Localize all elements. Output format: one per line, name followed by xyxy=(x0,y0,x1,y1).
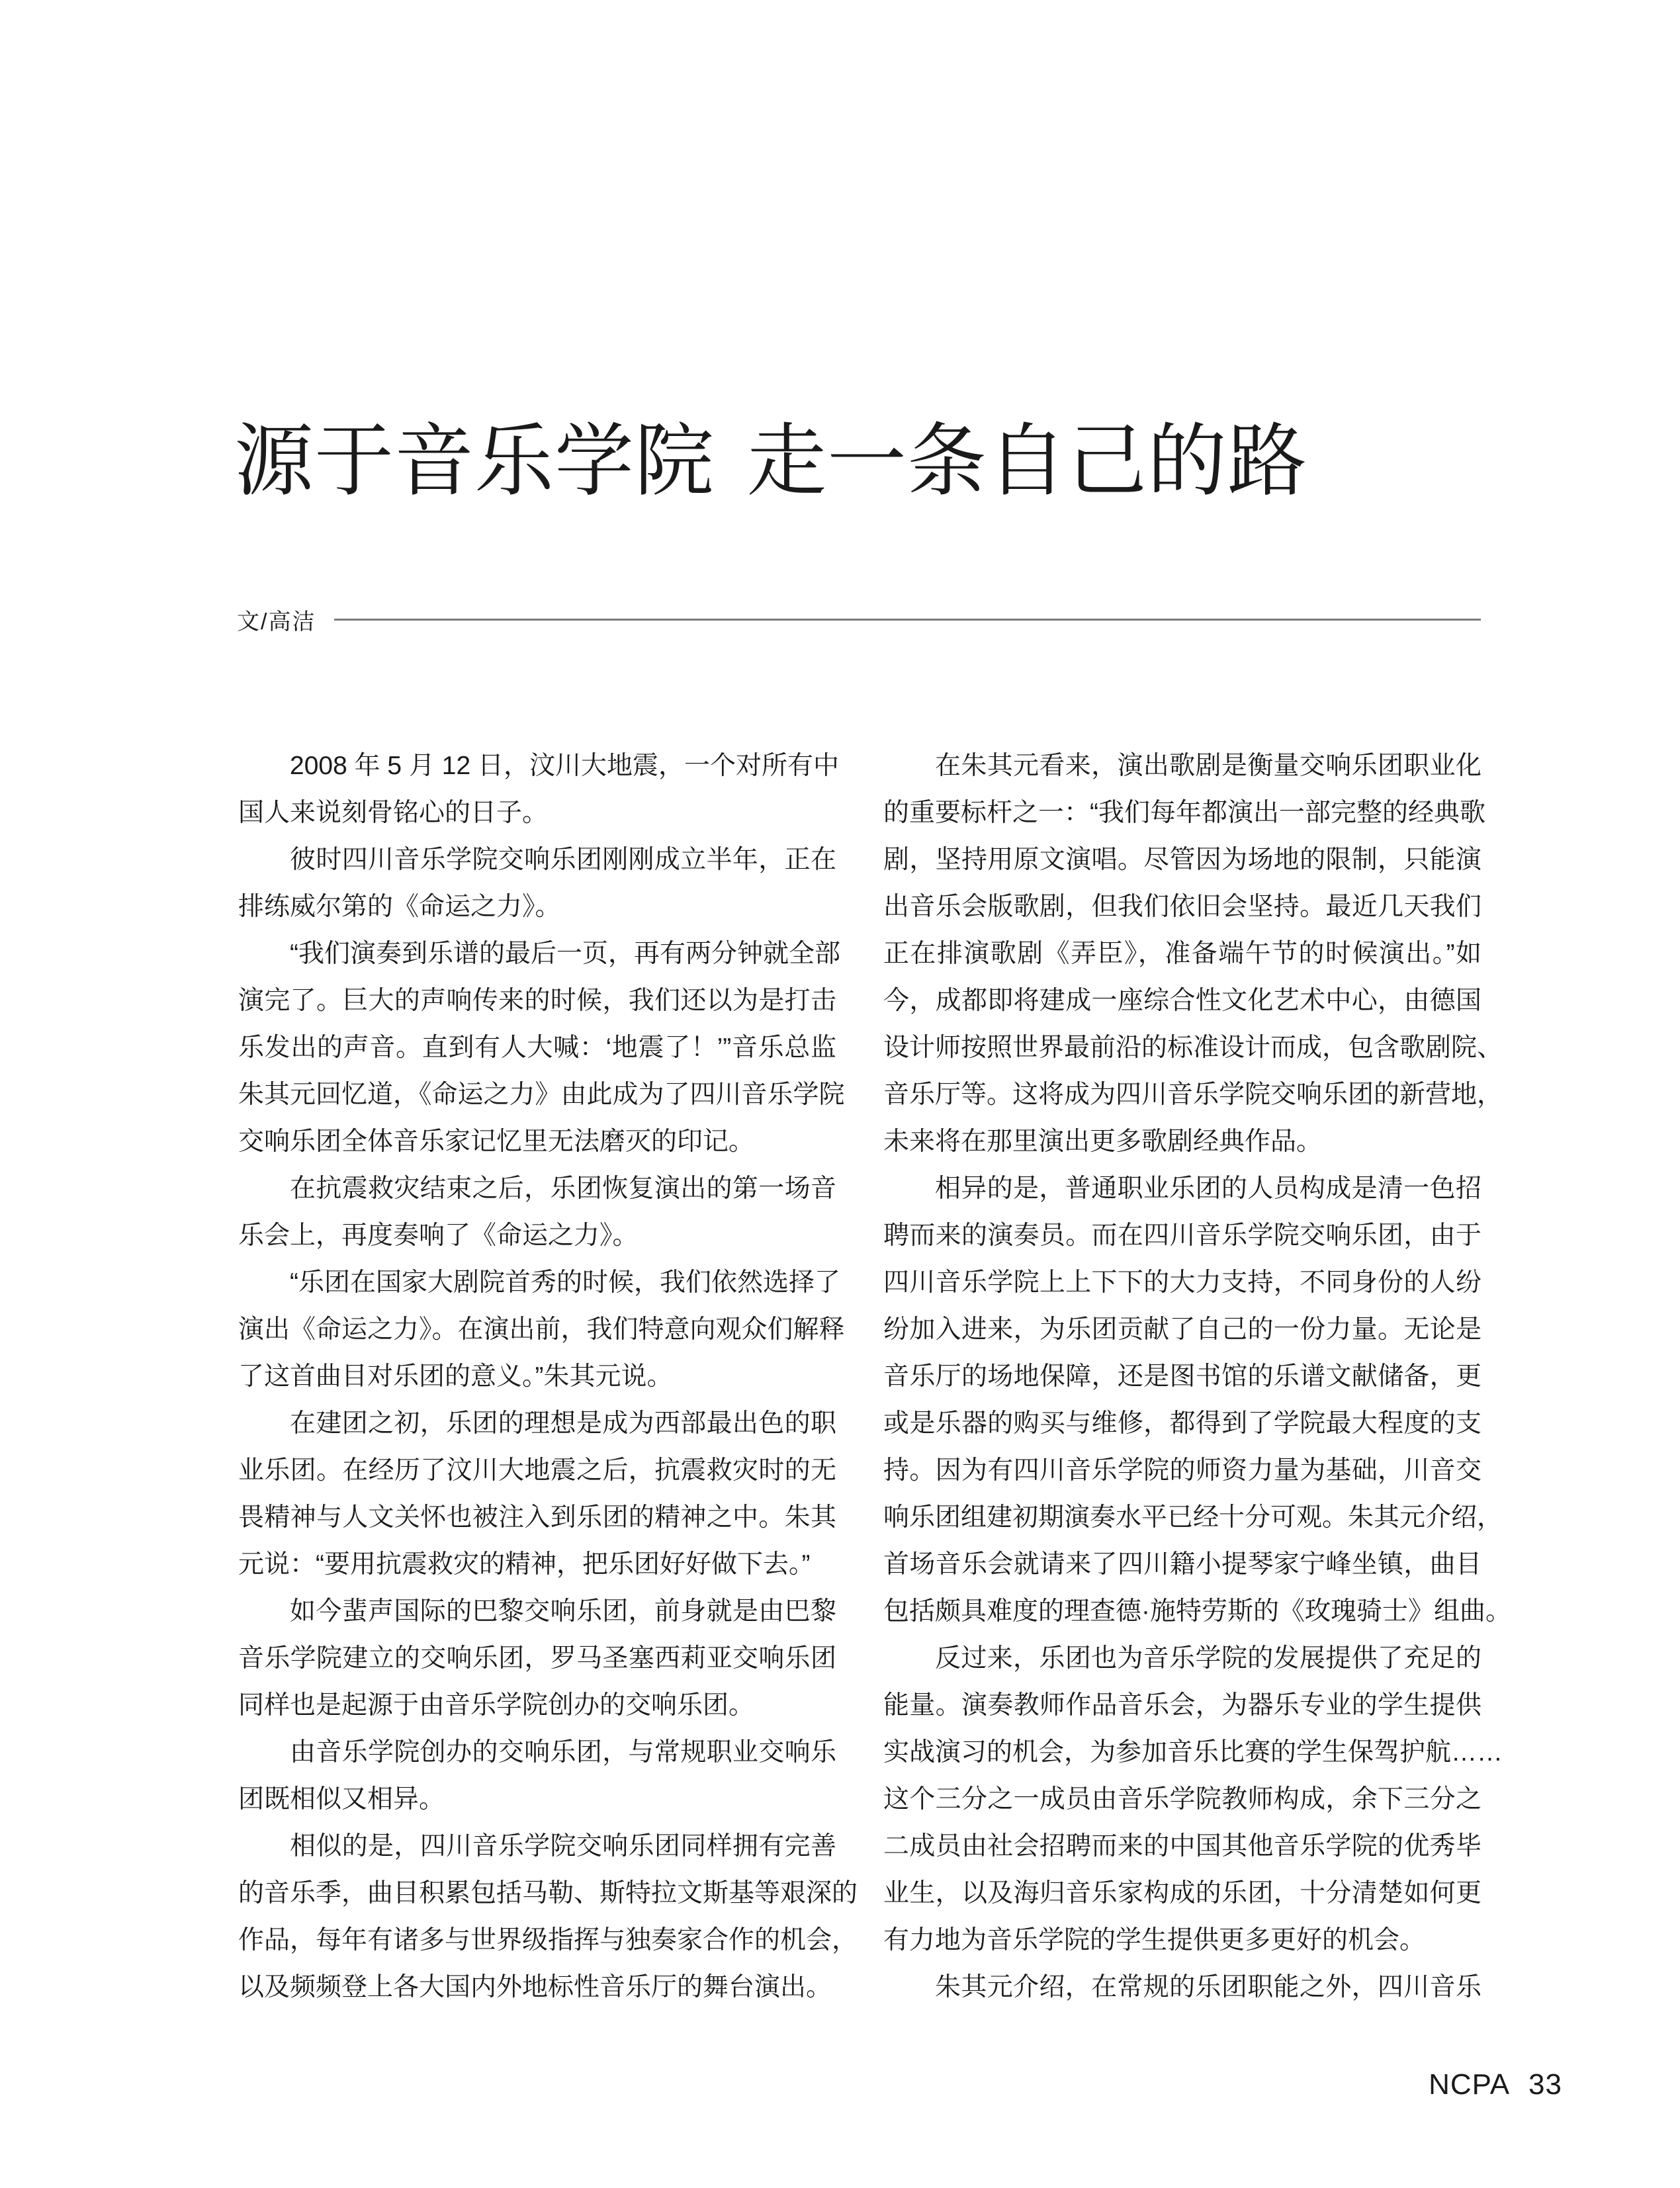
page-footer xyxy=(1429,2068,1562,2101)
text-line: 畏精神与人文关怀也被注入到乐团的精神之中。朱其 xyxy=(238,1503,836,1532)
article-column-left xyxy=(238,742,858,2011)
text-line: 在朱其元看来，演出歌剧是衡量交响乐团职业化 xyxy=(935,752,1481,780)
text-line: 元说：“要用抗震救灾的精神，把乐团好好做下去。” xyxy=(238,1550,811,1579)
text-line: 音乐厅的场地保障，还是图书馆的乐谱文献储备，更 xyxy=(883,1362,1481,1391)
byline-rule xyxy=(334,619,1481,621)
text-line: “我们演奏到乐谱的最后一页，再有两分钟就全部 xyxy=(290,940,840,968)
text-line: 演出《命运之力》。在演出前，我们特意向观众们解释 xyxy=(238,1315,845,1344)
text-line: 朱其元回忆道，《命运之力》由此成为了四川音乐学院 xyxy=(238,1080,845,1109)
text-line: 国人来说刻骨铭心的日子。 xyxy=(238,799,549,827)
article-title: 源于音乐学院 走一条自己的路 xyxy=(234,417,1307,505)
text-line: 能量。演奏教师作品音乐会，为器乐专业的学生提供 xyxy=(883,1691,1481,1720)
text-line: 在建团之初，乐团的理想是成为西部最出色的职 xyxy=(290,1409,836,1438)
text-line: 团既相似又相异。 xyxy=(238,1785,445,1814)
text-line: 出音乐会版歌剧，但我们依旧会坚持。最近几天我们 xyxy=(883,893,1481,921)
text-line: 持。因为有四川音乐学院的师资力量为基础，川音交 xyxy=(883,1456,1481,1485)
byline: 文/高洁 xyxy=(237,609,316,635)
text-line: 以及频频登上各大国内外地标性音乐厅的舞台演出。 xyxy=(238,1973,832,2001)
text-line: 了这首曲目对乐团的意义。”朱其元说。 xyxy=(238,1362,673,1391)
text-line: 2008 年 5 月 12 日，汶川大地震，一个对所有中 xyxy=(290,752,840,780)
text-line: 正在排演歌剧《弄臣》，准备端午节的时候演出。”如 xyxy=(883,940,1481,968)
text-line: 相异的是，普通职业乐团的人员构成是清一色招 xyxy=(935,1174,1481,1203)
text-line: 乐会上，再度奏响了《命运之力》。 xyxy=(238,1221,639,1250)
text-line: 音乐厅等。这将成为四川音乐学院交响乐团的新营地， xyxy=(883,1080,1503,1109)
text-line: 如今蜚声国际的巴黎交响乐团，前身就是由巴黎 xyxy=(290,1597,836,1626)
byline-row xyxy=(237,603,1481,636)
text-line: 反过来，乐团也为音乐学院的发展提供了充足的 xyxy=(935,1644,1481,1673)
text-line: 纷加入进来，为乐团贡献了自己的一份力量。无论是 xyxy=(883,1315,1481,1344)
text-line: 相似的是，四川音乐学院交响乐团同样拥有完善 xyxy=(290,1832,836,1860)
text-line: 交响乐团全体音乐家记忆里无法磨灭的印记。 xyxy=(238,1127,755,1156)
text-line: 演完了。巨大的声响传来的时候，我们还以为是打击 xyxy=(238,986,836,1015)
text-line: 的重要标杆之一：“我们每年都演出一部完整的经典歌 xyxy=(883,799,1485,827)
text-line: 乐发出的声音。直到有人大喊：‘地震了！’”音乐总监 xyxy=(238,1033,836,1062)
text-line: 作品，每年有诸多与世界级指挥与独奏家合作的机会， xyxy=(238,1926,858,1954)
text-line: 剧，坚持用原文演唱。尽管因为场地的限制，只能演 xyxy=(883,846,1481,874)
text-line: 包括颇具难度的理查德·施特劳斯的《玫瑰骑士》组曲。 xyxy=(883,1597,1511,1626)
text-line: 首场音乐会就请来了四川籍小提琴家宁峰坐镇，曲目 xyxy=(883,1550,1481,1579)
text-line: 今，成都即将建成一座综合性文化艺术中心，由德国 xyxy=(883,986,1481,1015)
text-line: 响乐团组建初期演奏水平已经十分可观。朱其元介绍， xyxy=(883,1503,1503,1532)
text-line: 设计师按照世界最前沿的标准设计而成，包含歌剧院、 xyxy=(883,1033,1503,1062)
text-line: 排练威尔第的《命运之力》。 xyxy=(238,893,561,921)
footer-page-number: 33 xyxy=(1528,2068,1562,2101)
text-line: 音乐学院建立的交响乐团，罗马圣塞西莉亚交响乐团 xyxy=(238,1644,836,1673)
text-line: 二成员由社会招聘而来的中国其他音乐学院的优秀毕 xyxy=(883,1832,1481,1860)
text-line: 的音乐季，曲目积累包括马勒、斯特拉文斯基等艰深的 xyxy=(238,1879,858,1907)
text-line: 业乐团。在经历了汶川大地震之后，抗震救灾时的无 xyxy=(238,1456,836,1485)
text-line: 或是乐器的购买与维修，都得到了学院最大程度的支 xyxy=(883,1409,1481,1438)
text-line: 同样也是起源于由音乐学院创办的交响乐团。 xyxy=(238,1691,755,1720)
text-line: 朱其元介绍，在常规的乐团职能之外，四川音乐 xyxy=(935,1973,1481,2001)
text-line: 这个三分之一成员由音乐学院教师构成，余下三分之 xyxy=(883,1785,1481,1814)
text-line: 由音乐学院创办的交响乐团，与常规职业交响乐 xyxy=(290,1738,836,1767)
text-line: 实战演习的机会，为参加音乐比赛的学生保驾护航…… xyxy=(883,1738,1503,1767)
footer-brand: NCPA xyxy=(1429,2068,1511,2101)
text-line: 未来将在那里演出更多歌剧经典作品。 xyxy=(883,1127,1323,1156)
text-line: 在抗震救灾结束之后，乐团恢复演出的第一场音 xyxy=(290,1174,836,1203)
text-line: 四川音乐学院上上下下的大力支持，不同身份的人纷 xyxy=(883,1268,1481,1297)
text-line: 聘而来的演奏员。而在四川音乐学院交响乐团，由于 xyxy=(883,1221,1481,1250)
text-line: 彼时四川音乐学院交响乐团刚刚成立半年，正在 xyxy=(290,846,836,874)
text-line: 业生，以及海归音乐家构成的乐团，十分清楚如何更 xyxy=(883,1879,1481,1907)
text-line: “乐团在国家大剧院首秀的时候，我们依然选择了 xyxy=(290,1268,840,1297)
text-line: 有力地为音乐学院的学生提供更多更好的机会。 xyxy=(883,1926,1426,1954)
article-column-right xyxy=(883,742,1511,2011)
